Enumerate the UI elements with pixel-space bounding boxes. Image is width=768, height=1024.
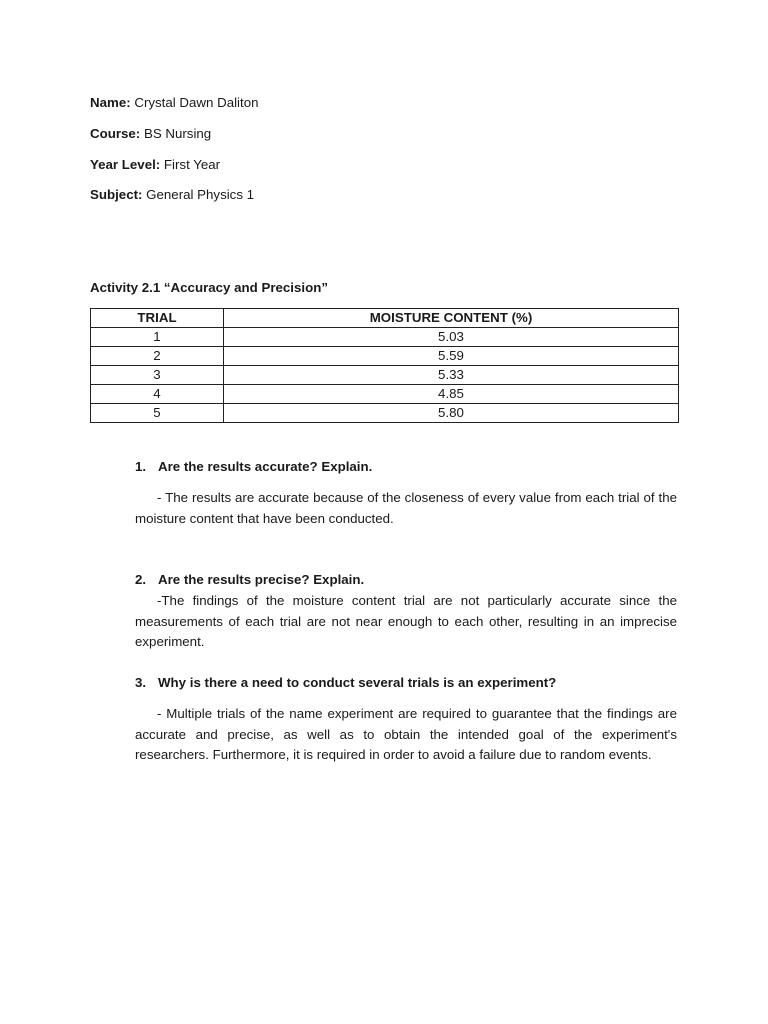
trial-cell: 5 xyxy=(91,404,224,423)
table-row xyxy=(91,366,679,385)
moisture-column-header: MOISTURE CONTENT (%) xyxy=(224,309,679,328)
trial-cell: 4 xyxy=(91,385,224,404)
question-heading xyxy=(135,458,677,476)
student-name-line xyxy=(90,94,259,112)
answer-text: - Multiple trials of the name experiment are required to guarantee that the findings are accurate and precise, as well as to obtain the intended goal of the experiment's researchers. Furthermore, it is required in order to avoid a failure due to random events. xyxy=(135,706,677,762)
answer-text: -The findings of the moisture content trial are not particularly accurate since the measurements of each trial are not near enough to each other, resulting in an imprecise experiment. xyxy=(135,593,677,649)
question-number: 1. xyxy=(135,459,147,474)
question-number: 3. xyxy=(135,675,147,690)
trial-column-header: TRIAL xyxy=(91,309,224,328)
question-number: 2. xyxy=(135,572,147,587)
name-label: Name: xyxy=(90,95,131,110)
course-value: BS Nursing xyxy=(140,126,212,141)
activity-title: Activity 2.1 “Accuracy and Precision” xyxy=(90,280,328,295)
question-block-3 xyxy=(135,674,677,766)
moisture-cell: 5.33 xyxy=(224,366,679,385)
moisture-cell: 5.59 xyxy=(224,347,679,366)
trial-cell: 1 xyxy=(91,328,224,347)
table-row xyxy=(91,385,679,404)
question-text: Are the results accurate? Explain. xyxy=(158,459,373,474)
question-block-2 xyxy=(135,571,677,653)
year-level-value: First Year xyxy=(160,157,221,172)
course-label: Course: xyxy=(90,126,141,141)
table-row xyxy=(91,347,679,366)
name-value: Crystal Dawn Daliton xyxy=(130,95,259,110)
answer-text: - The results are accurate because of the closeness of every value from each trial of the moisture content that have been conducted. xyxy=(135,490,677,526)
table-header-row xyxy=(91,309,679,328)
question-heading xyxy=(135,571,677,589)
subject-label: Subject: xyxy=(90,187,143,202)
moisture-cell: 5.80 xyxy=(224,404,679,423)
course-line xyxy=(90,125,211,143)
question-block-1 xyxy=(135,458,677,529)
table-row xyxy=(91,328,679,347)
moisture-cell: 4.85 xyxy=(224,385,679,404)
question-text: Why is there a need to conduct several trials is an experiment? xyxy=(158,675,557,690)
table-row xyxy=(91,404,679,423)
moisture-content-table xyxy=(90,308,679,423)
subject-value: General Physics 1 xyxy=(142,187,255,202)
year-level-label: Year Level: xyxy=(90,157,161,172)
year-level-line xyxy=(90,156,220,174)
subject-line xyxy=(90,186,254,204)
question-heading xyxy=(135,674,677,692)
moisture-cell: 5.03 xyxy=(224,328,679,347)
trial-cell: 3 xyxy=(91,366,224,385)
trial-cell: 2 xyxy=(91,347,224,366)
question-text: Are the results precise? Explain. xyxy=(158,572,365,587)
